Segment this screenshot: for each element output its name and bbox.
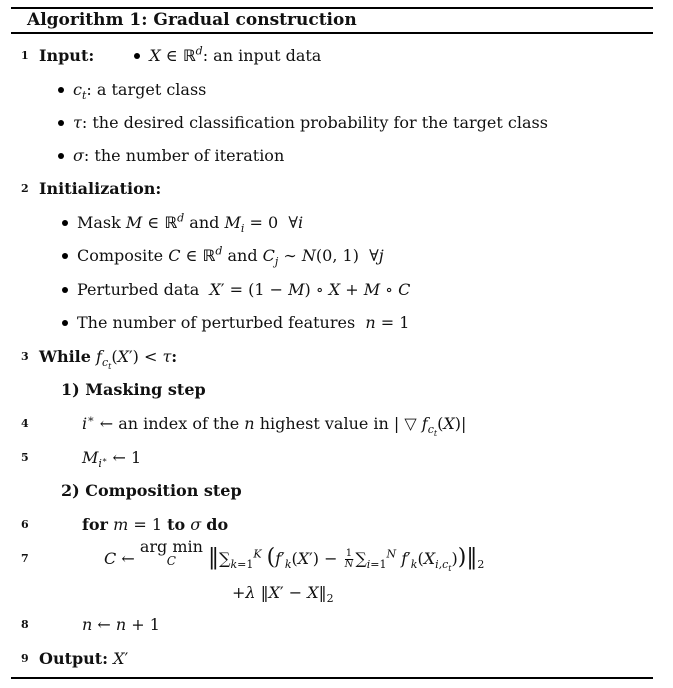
algorithm-title: Algorithm 1: Gradual construction [27, 10, 357, 30]
masking-line: i∗ ← an index of the n highest value in | ▽ $f_{c_t}(X)|$ [82, 412, 467, 439]
bullet-icon [62, 320, 68, 326]
line-number: 8 [21, 618, 29, 631]
line-number: 5 [21, 451, 29, 464]
while-line: While $f_{c_t}(X') < \tau$: [39, 347, 178, 372]
bullet-icon [134, 53, 140, 59]
bottom-rule [11, 677, 653, 679]
line-number: 4 [21, 417, 29, 430]
line-number: 9 [21, 652, 29, 665]
bullet-icon [58, 120, 64, 126]
input-line: Input: X ∈ ℝ$^d$: an input data [39, 44, 322, 65]
increment-line: n ← n + 1 [82, 615, 160, 634]
line-number: 3 [21, 350, 29, 363]
header-rule [11, 32, 653, 34]
for-line: for m = 1 to σ do [82, 515, 229, 534]
line-number: 7 [21, 552, 29, 565]
bullet-icon [58, 87, 64, 93]
init-label: Initialization: [39, 179, 162, 198]
input-item-sigma: σ: the number of iteration [58, 146, 284, 166]
init-num-features: The number of perturbed features n = 1 [62, 313, 409, 333]
bullet-icon [62, 253, 68, 259]
mask-update-line: $M_{i^∗}$ ← 1 [82, 448, 142, 471]
input-item-x: : an input data [202, 46, 322, 65]
line-number: 6 [21, 518, 29, 531]
top-rule [11, 7, 653, 9]
bullet-icon [62, 220, 68, 226]
line-number: 1 [21, 49, 29, 62]
init-perturbed: Perturbed data X′ = (1 − M) ∘ X + M ∘ C [62, 280, 410, 300]
input-item-tau: τ: the desired classification probability for the target class [58, 113, 548, 133]
bullet-icon [62, 287, 68, 293]
composition-step-heading: 2) Composition step [61, 481, 242, 500]
bullet-icon [58, 153, 64, 159]
init-mask: Mask M ∈ ℝ$^d$ and $M_i = 0$ ∀i [62, 213, 303, 233]
input-item-ct: $c_t$: a target class [58, 80, 206, 100]
input-label: Input: [39, 46, 95, 65]
line-number: 2 [21, 182, 29, 195]
masking-step-heading: 1) Masking step [61, 380, 206, 399]
composition-update-line: C ← arg min C $‖\sum_{k=1}^K$ ($f'_k(X')$ − $\frac{1}{N}$ $\sum_{i=1}^N$ $f'_k(X_{i,c_t}))‖_2$ [104, 537, 485, 574]
regularization-term: +λ ‖X′ − $X‖_2$ [232, 583, 334, 606]
init-composite: Composite C ∈ ℝ$^d$ and $C_j$ ∼ N(0, 1) ∀j [62, 246, 384, 266]
output-line: Output: X′ [39, 649, 129, 668]
